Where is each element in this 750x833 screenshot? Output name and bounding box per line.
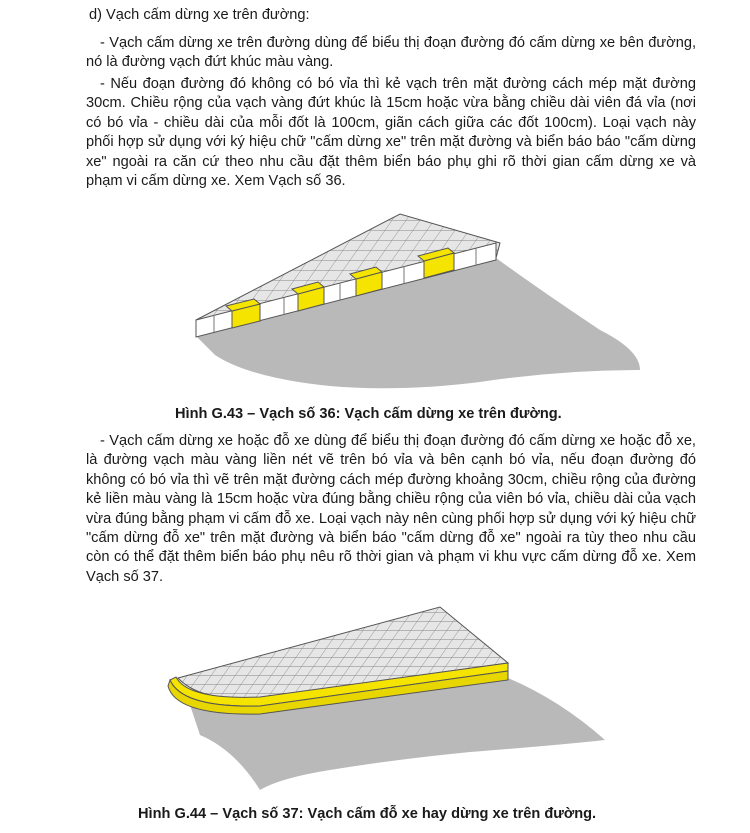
figure-g43-caption: Hình G.43 – Vạch số 36: Vạch cấm dừng xe trên đường. (175, 406, 562, 422)
paragraph-2-text: - Nếu đoạn đường đó không có bó vỉa thì kẻ vạch trên mặt đường cách mép mặt đường 30cm. Chiều rộng của vạch vàng đứt khúc là 15cm hoặc vừa bằng chiều dài viên đá vỉa (nơi có bó vỉa - chiều dài của mỗi đốt là 100cm, giãn cách giữa các đốt 100cm). Loại vạch này phối hợp sử dụng với ký hiệu chữ "cấm dừng xe" trên mặt đường và biển báo báo "cấm dừng xe" ngoài ra căn cứ theo nhu cầu đặt thêm biển báo phụ ghi rõ thời gian cấm dừng xe và phạm vi cấm dừng xe. Xem Vạch số 36. (86, 76, 696, 190)
paragraph-3-text: - Vạch cấm dừng xe hoặc đỗ xe dùng để biểu thị đoạn đường đó cấm dừng xe hoặc đỗ xe, là đường vạch màu vàng liền nét vẽ trên bó vỉa và bên cạnh bó vỉa, nếu đoạn đường đó không có bó vỉa thì vẽ trên mặt đường cách mép đường khoảng 30cm, chiều rộng của đường kẻ liền màu vàng là 15cm hoặc vừa đúng bằng chiều rộng của viên bó vỉa, chiều dài của vạch vừa đúng bằng phạm vi cấm đỗ xe. Loại vạch này nên cùng phối hợp sử dụng với ký hiệu chữ "cấm dừng đỗ xe" trên mặt đường và biển báo "cấm dừng đỗ xe" ngoài ra tùy theo nhu cầu còn có thể đặt thêm biển báo phụ nêu rõ thời gian và phạm vi khu vực cấm dừng đỗ xe. Xem Vạch số 37. (86, 433, 696, 585)
figure-g44-caption: Hình G.44 – Vạch số 37: Vạch cấm đỗ xe hay dừng xe trên đường. (138, 806, 597, 822)
section-heading: d) Vạch cấm dừng xe trên đường: (89, 7, 310, 23)
paragraph-1-text: - Vạch cấm dừng xe trên đường dùng để biểu thị đoạn đường đó cấm dừng xe bên đường, nó là đường vạch đứt khúc màu vàng. (86, 35, 696, 71)
